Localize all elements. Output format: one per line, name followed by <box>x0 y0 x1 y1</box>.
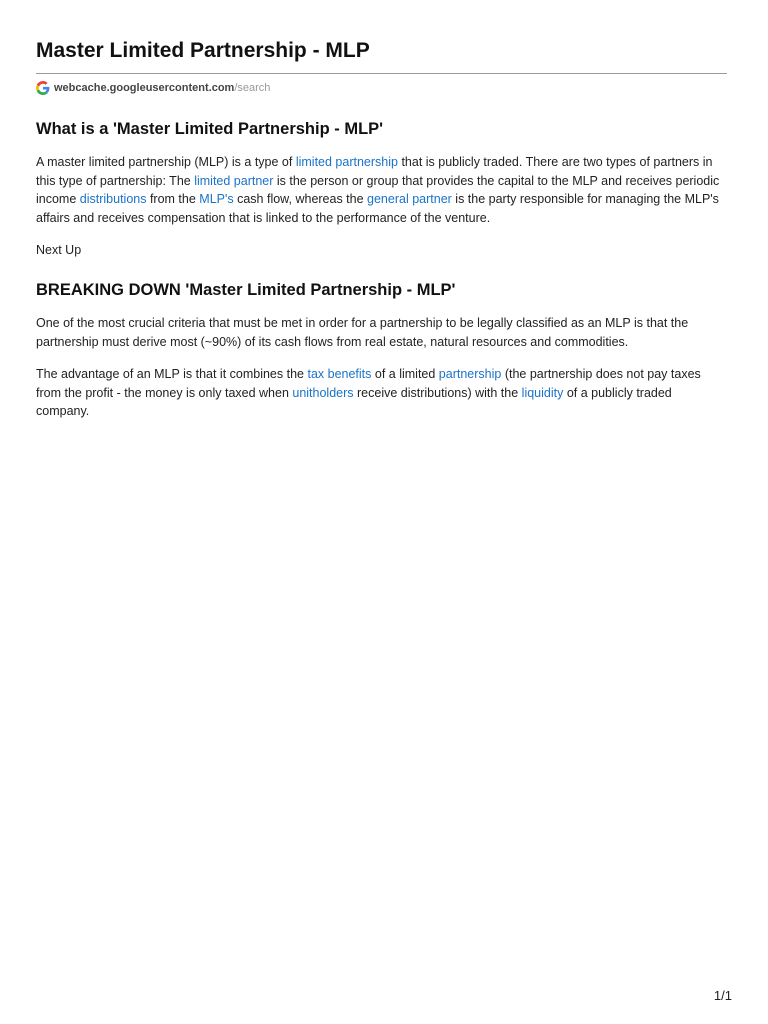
advantage-paragraph <box>36 365 727 421</box>
text-segment: from the <box>146 192 200 207</box>
text-segment: of a limited <box>371 367 439 382</box>
link-partnership[interactable]: partnership <box>438 367 502 382</box>
text-segment: A master limited partnership (MLP) is a type of <box>36 155 296 169</box>
text-segment: cash flow, whereas the <box>233 192 368 207</box>
text-segment: is the person or group that provides the capital to the MLP and receives periodic income <box>36 173 720 207</box>
link-mlps[interactable]: MLP's <box>199 192 234 207</box>
text-segment: The advantage of an MLP is that it combines the <box>36 367 308 382</box>
source-domain[interactable]: webcache.googleusercontent.com <box>54 82 235 94</box>
section-heading-breaking-down: BREAKING DOWN 'Master Limited Partnership - MLP' <box>36 280 456 299</box>
link-limited-partnership[interactable]: limited partnership <box>295 155 398 169</box>
link-tax-benefits[interactable]: tax benefits <box>307 367 372 382</box>
criteria-paragraph: One of the most crucial criteria that must be met in order for a partnership to be legally classified as an MLP is that the partnership must derive most (~90%) of its cash flows from real estate, natural resources and commodities. <box>36 315 689 349</box>
link-unitholders[interactable]: unitholders <box>292 385 354 400</box>
document-page <box>36 0 727 421</box>
title-divider <box>36 73 727 74</box>
text-segment: (the partnership does not pay taxes from the profit - the money is only taxed when <box>36 367 701 400</box>
link-liquidity[interactable]: liquidity <box>521 385 564 400</box>
page-number: 1/1 <box>713 988 732 1003</box>
google-g-icon <box>36 81 50 95</box>
source-path[interactable]: /search <box>234 82 271 94</box>
text-segment: of a publicly traded company. <box>36 385 672 419</box>
source-line <box>36 81 727 95</box>
section-heading-what-is: What is a 'Master Limited Partnership - MLP' <box>36 120 384 138</box>
link-limited-partner[interactable]: limited partner <box>194 173 274 188</box>
next-up-label: Next Up <box>36 243 82 258</box>
text-segment: that is publicly traded. There are two types of partners in this type of partnership: The <box>36 155 713 188</box>
text-segment: receive distributions) with the <box>353 385 522 400</box>
link-distributions[interactable]: distributions <box>79 192 147 207</box>
page-title: Master Limited Partnership - MLP <box>36 39 370 62</box>
link-general-partner[interactable]: general partner <box>367 192 452 207</box>
intro-paragraph <box>36 153 727 227</box>
text-segment: is the party responsible for managing the MLP's affairs and receives compensation that is linked to the performance of the venture. <box>36 192 719 225</box>
